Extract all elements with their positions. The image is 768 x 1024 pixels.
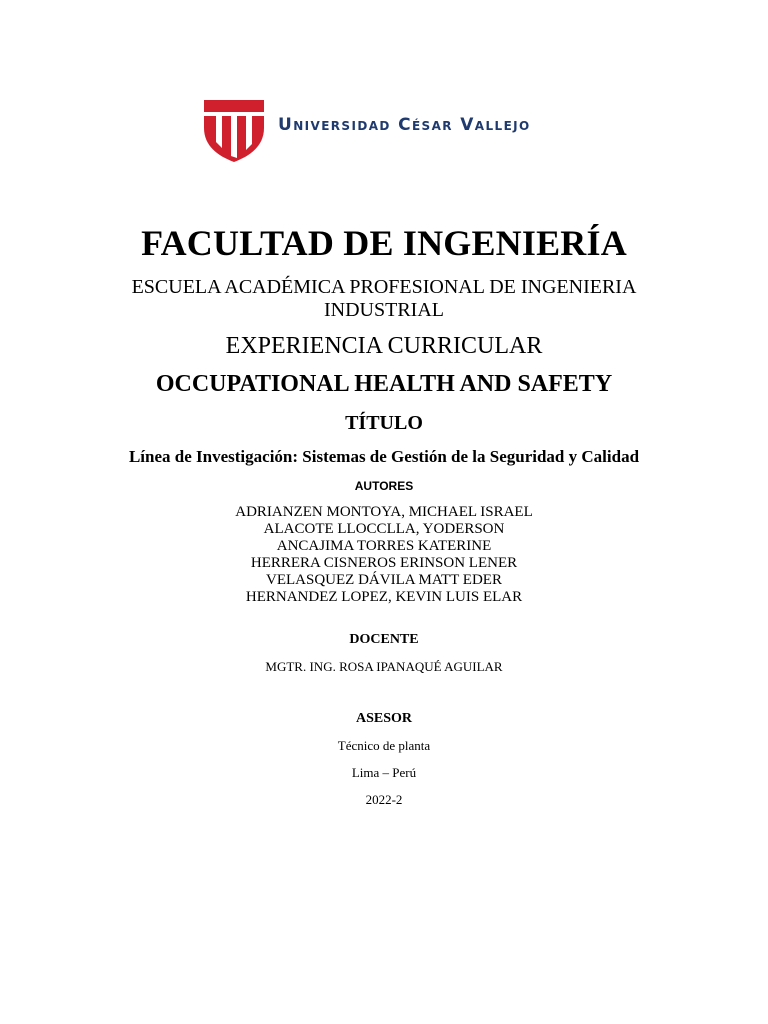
university-name-part3: Vallejo (460, 115, 531, 135)
university-name-part1: Universidad (278, 115, 399, 135)
author-name: ADRIANZEN MONTOYA, MICHAEL ISRAEL (235, 504, 533, 520)
teacher-label: DOCENTE (349, 632, 419, 647)
author-name: HERRERA CISNEROS ERINSON LENER (250, 555, 518, 571)
research-line: Línea de Investigación: Sistemas de Gestión de la Seguridad y Calidad (128, 447, 640, 466)
university-logo (202, 98, 562, 164)
university-name (278, 115, 531, 135)
teacher-name: MGTR. ING. ROSA IPANAQUÉ AGUILAR (265, 659, 503, 674)
location: Lima – Perú (351, 765, 417, 780)
author-name: ANCAJIMA TORRES KATERINE (276, 538, 492, 554)
author-name: HERNANDEZ LOPEZ, KEVIN LUIS ELAR (245, 589, 523, 605)
author-name: VELASQUEZ DÁVILA MATT EDER (266, 572, 502, 588)
advisor-label: ASESOR (355, 711, 413, 726)
authors-list (0, 504, 768, 606)
author-name: ALACOTE LLOCCLLA, YODERSON (263, 521, 505, 537)
faculty-title: FACULTAD DE INGENIERÍA (141, 223, 627, 263)
university-name-part2: César (398, 115, 461, 135)
course-title: OCCUPATIONAL HEALTH AND SAFETY (155, 371, 613, 397)
university-shield-icon (202, 98, 268, 164)
title-heading: TÍTULO (345, 412, 423, 434)
advisor-name: Técnico de planta (337, 738, 431, 753)
school-name: ESCUELA ACADÉMICA PROFESIONAL DE INGENIERIA INDUSTRIAL (131, 276, 637, 321)
academic-year: 2022-2 (365, 792, 403, 807)
authors-label: AUTORES (354, 479, 414, 493)
curricular-experience: EXPERIENCIA CURRICULAR (225, 333, 543, 359)
